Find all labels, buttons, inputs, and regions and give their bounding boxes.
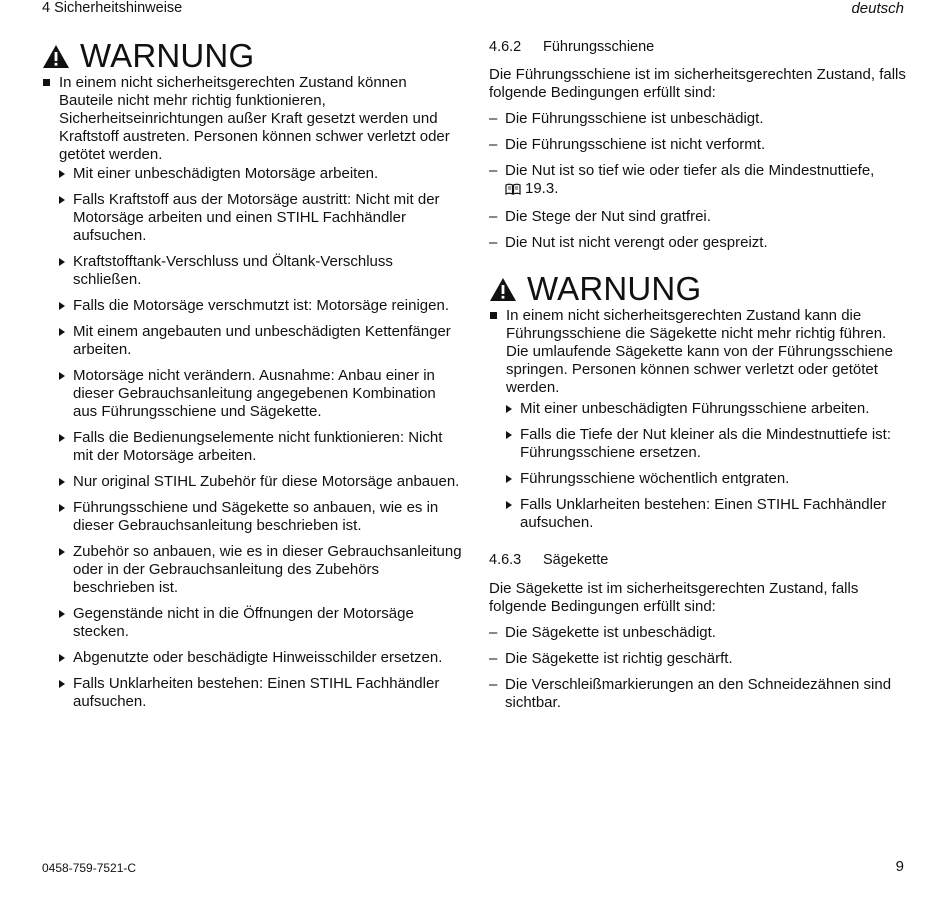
list-item: – Die Nut ist so tief wie oder tiefer als die Mindestnuttiefe, 19.3. (489, 162, 909, 200)
list-item: Mit einer unbeschädigten Führungsschiene arbeiten. (506, 400, 909, 418)
list-item: Gegenstände nicht in die Öffnungen der Motorsäge stecken. (59, 605, 462, 641)
document-number: 0458-759-7521-C (42, 861, 137, 875)
arrow-bullet-icon (59, 372, 65, 380)
page-number: 9 (895, 858, 904, 875)
list-item: – Die Stege der Nut sind gratfrei. (489, 208, 711, 225)
arrow-bullet-icon (59, 258, 65, 266)
warning-label: WARNUNG (80, 37, 255, 74)
arrow-bullet-icon (59, 328, 65, 336)
list-item: Falls die Motorsäge verschmutzt ist: Motorsäge reinigen. (59, 297, 462, 315)
warning-label: WARNUNG (527, 270, 702, 307)
warning-text: In einem nicht sicherheitsgerechten Zustand können Bauteile nicht mehr richtig funktionieren, Sicherheitseinrichtungen außer Kraft gesetzt werden und Kraftstoff austreten. Personen können schwer verletzt oder getötet werden. (42, 74, 459, 164)
arrow-bullet-icon (506, 405, 512, 413)
list-item: – Die Sägekette ist richtig geschärft. (489, 650, 733, 667)
arrow-bullet-icon (59, 548, 65, 556)
warning-triangle-icon (42, 44, 70, 69)
arrow-bullet-icon (59, 302, 65, 310)
list-item: Falls Unklarheiten bestehen: Einen STIHL Fachhändler aufsuchen. (506, 496, 909, 532)
list-item: Führungsschiene wöchentlich entgraten. (506, 470, 909, 488)
arrow-bullet-icon (59, 680, 65, 688)
section-intro-guide-bar: Die Führungsschiene ist im sicherheitsgerechten Zustand, falls folgende Bedingungen erfüllt sind: (489, 66, 906, 101)
warning-heading-left (42, 38, 254, 74)
section-heading-saw-chain: 4.6.3 Sägekette (489, 552, 609, 568)
list-item: Falls die Bedienungselemente nicht funktionieren: Nicht mit der Motorsäge arbeiten. (59, 429, 462, 465)
condition-list-guide-bar (489, 110, 909, 260)
list-item: – Die Führungsschiene ist nicht verformt. (489, 136, 766, 153)
arrow-bullet-icon (59, 504, 65, 512)
list-item: Mit einer unbeschädigten Motorsäge arbeiten. (59, 165, 462, 183)
list-item: – Die Verschleißmarkierungen an den Schneidezähnen sind sichtbar. (489, 676, 892, 711)
warning-text: In einem nicht sicherheitsgerechten Zustand kann die Führungsschiene die Sägekette nicht mehr richtig führen. Die umlaufende Sägekette kann von der Führungsschiene springen. Personen können schwer verletzt oder getötet werden. (489, 307, 909, 397)
list-item: Mit einem angebauten und unbeschädigten Kettenfänger arbeiten. (59, 323, 462, 359)
arrow-bullet-icon (59, 434, 65, 442)
square-bullet-icon (43, 79, 50, 86)
book-reference-icon (505, 182, 521, 200)
condition-list-saw-chain (489, 624, 909, 720)
list-item: Falls Unklarheiten bestehen: Einen STIHL Fachhändler aufsuchen. (59, 675, 462, 711)
running-header-section: 4 Sicherheitshinweise (42, 0, 183, 16)
page-reference-link[interactable]: 19.3. (525, 180, 559, 197)
list-item: – Die Nut ist nicht verengt oder gespreizt. (489, 234, 768, 251)
list-item: – Die Führungsschiene ist unbeschädigt. (489, 110, 764, 127)
section-heading-guide-bar: 4.6.2 Führungsschiene (489, 39, 655, 55)
list-item: – Die Sägekette ist unbeschädigt. (489, 624, 716, 641)
running-header-language: deutsch (851, 0, 904, 17)
list-item: Führungsschiene und Sägekette so anbauen, wie es in dieser Gebrauchsanleitung beschrieben ist. (59, 499, 462, 535)
arrow-bullet-icon (59, 196, 65, 204)
action-list-left (59, 165, 462, 719)
arrow-bullet-icon (506, 501, 512, 509)
list-item: Falls Kraftstoff aus der Motorsäge austritt: Nicht mit der Motorsäge arbeiten und einen STIHL Fachhändler aufsuchen. (59, 191, 462, 245)
list-item: Zubehör so anbauen, wie es in dieser Gebrauchsanleitung oder in der Gebrauchsanleitung des Zubehörs beschrieben ist. (59, 543, 462, 597)
arrow-bullet-icon (506, 431, 512, 439)
warning-heading-right (489, 271, 701, 307)
list-item: Abgenutzte oder beschädigte Hinweisschilder ersetzen. (59, 649, 462, 667)
arrow-bullet-icon (506, 475, 512, 483)
arrow-bullet-icon (59, 654, 65, 662)
list-item: Kraftstofftank-Verschluss und Öltank-Verschluss schließen. (59, 253, 462, 289)
arrow-bullet-icon (59, 610, 65, 618)
square-bullet-icon (490, 312, 497, 319)
list-item: Motorsäge nicht verändern. Ausnahme: Anbau einer in dieser Gebrauchsanleitung angegebenen Kombination aus Führungsschiene und Sägekette. (59, 367, 462, 421)
warning-triangle-icon (489, 277, 517, 302)
action-list-right (506, 400, 909, 540)
list-item: Nur original STIHL Zubehör für diese Motorsäge anbauen. (59, 473, 462, 491)
arrow-bullet-icon (59, 478, 65, 486)
section-intro-saw-chain: Die Sägekette ist im sicherheitsgerechten Zustand, falls folgende Bedingungen erfüllt sind: (489, 580, 859, 615)
arrow-bullet-icon (59, 170, 65, 178)
list-item: Falls die Tiefe der Nut kleiner als die Mindestnuttiefe ist: Führungsschiene ersetzen. (506, 426, 909, 462)
